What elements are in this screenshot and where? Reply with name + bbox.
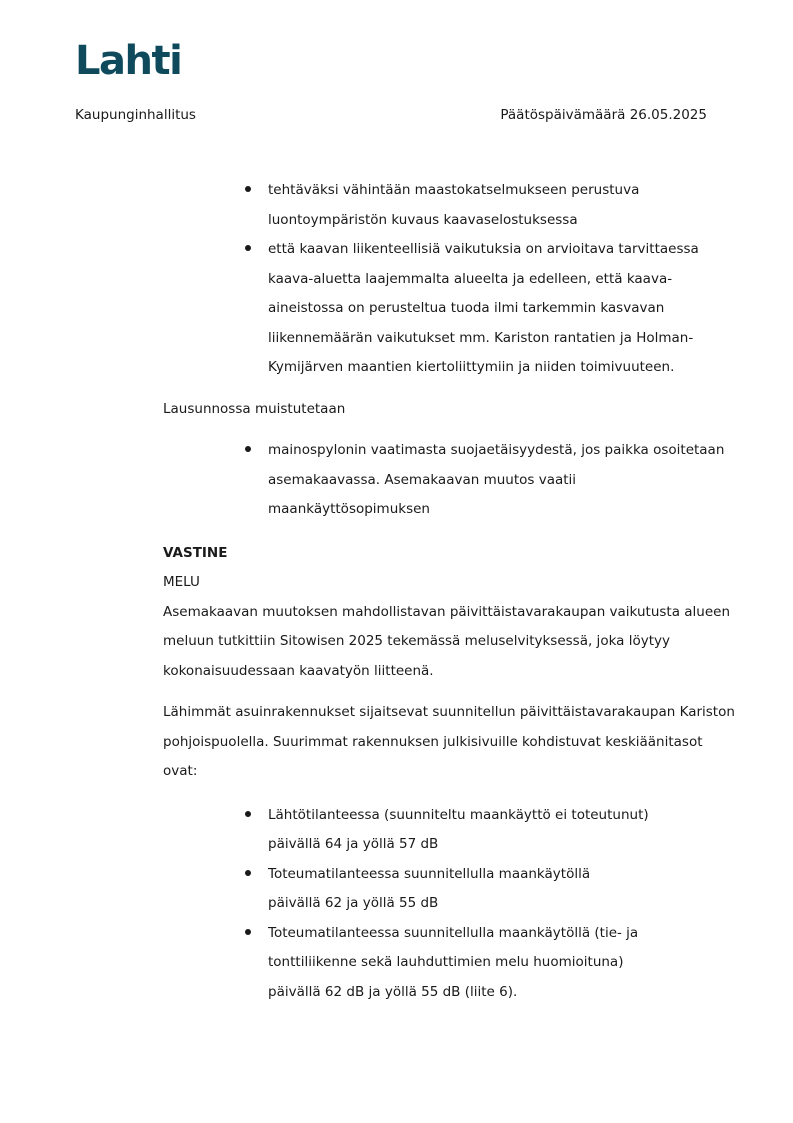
paragraph-line: meluun tutkittiin Sitowisen 2025 tekemässä meluselvityksessä, joka löytyy	[163, 633, 670, 649]
list-item-line: Toteumatilanteessa suunnitellulla maankäytöllä	[268, 865, 591, 882]
paragraph-line: kokonaisuudessaan kaavatyön liitteenä.	[163, 662, 434, 679]
list-item	[268, 176, 723, 235]
list-item-line: päivällä 64 ja yöllä 57 dB	[268, 836, 439, 852]
list-item-line: Kymijärven maantien kiertoliittymiin ja niiden toimivuuteen.	[268, 359, 675, 375]
header-body-name: Kaupunginhallitus	[75, 107, 196, 123]
list-item	[268, 235, 723, 383]
paragraph-line: Lähimmät asuinrakennukset sijaitsevat suunnitellun päivittäistavarakaupan Kariston	[163, 704, 735, 720]
lahti-logo: Lahti	[75, 38, 182, 84]
list-item	[268, 801, 723, 860]
noise-paragraph	[163, 598, 731, 687]
list-item-line: päivällä 62 ja yöllä 55 dB	[268, 895, 439, 911]
list-item-line: että kaavan liikenteellisiä vaikutuksia on arvioitava tarvittaessa	[268, 241, 699, 257]
document-body	[163, 176, 735, 1007]
list-item-line: tehtäväksi vähintään maastokatselmukseen perustuva	[268, 182, 640, 198]
statement-reminder-heading: Lausunnossa muistutetaan	[163, 400, 346, 417]
list-item-line: päivällä 62 dB ja yöllä 55 dB (liite 6).	[268, 983, 518, 1000]
list-item	[268, 919, 723, 1008]
list-item-line: kaava-aluetta laajemmalta alueelta ja edelleen, että kaava-	[268, 270, 673, 287]
noise-heading: MELU	[163, 574, 200, 590]
bullet-list-requirements	[163, 176, 723, 383]
list-item	[268, 436, 723, 525]
list-item-line: liikennemäärän vaikutukset mm. Kariston rantatien ja Holman-	[268, 329, 694, 346]
paragraph-line: ovat:	[163, 763, 198, 779]
list-item-line: Lähtötilanteessa (suunniteltu maankäyttö ei toteutunut)	[268, 806, 649, 823]
list-item-line: aineistossa on perusteltua tuoda ilmi tarkemmin kasvavan	[268, 300, 665, 316]
response-heading: VASTINE	[163, 544, 228, 561]
bullet-list-reminders	[163, 436, 723, 525]
list-item	[268, 860, 723, 919]
list-item-line: mainospylonin vaatimasta suojaetäisyydestä, jos paikka osoitetaan	[268, 442, 725, 458]
list-item-line: tonttiliikenne sekä lauhduttimien melu huomioituna)	[268, 954, 624, 970]
list-item-line: Toteumatilanteessa suunnitellulla maankäytöllä (tie- ja	[268, 924, 639, 941]
paragraph-line: pohjoispuolella. Suurimmat rakennuksen julkisivuille kohdistuvat keskiäänitasot	[163, 733, 703, 750]
list-item-line: asemakaavassa. Asemakaavan muutos vaatii	[268, 471, 577, 488]
list-item-line: luontoympäristön kuvaus kaavaselostuksessa	[268, 211, 578, 228]
residential-paragraph	[163, 698, 735, 787]
header-decision-date: Päätöspäivämäärä 26.05.2025	[500, 107, 707, 123]
paragraph-line: Asemakaavan muutoksen mahdollistavan päivittäistavarakaupan vaikutusta alueen	[163, 603, 731, 620]
list-item-line: maankäyttösopimuksen	[268, 501, 430, 517]
bullet-list-noise-levels	[163, 801, 723, 1008]
